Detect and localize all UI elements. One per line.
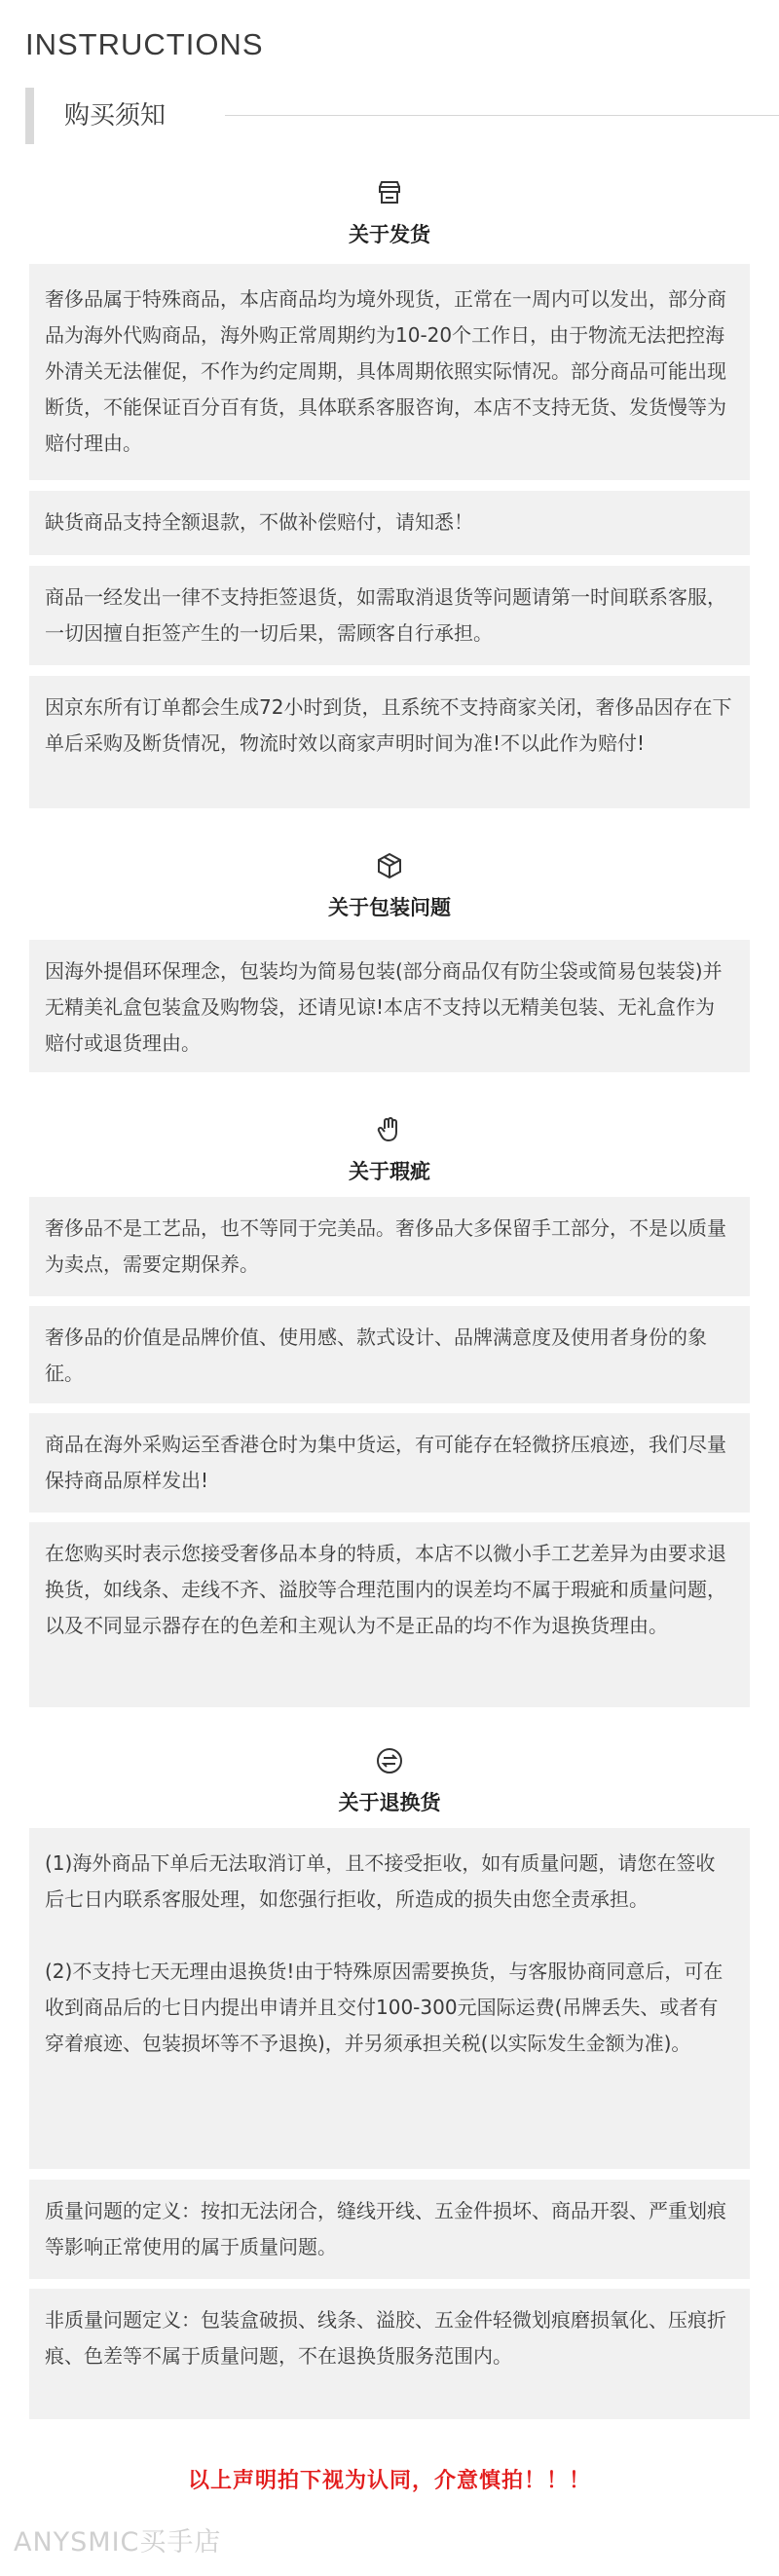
info-card — [29, 264, 750, 480]
header-title: INSTRUCTIONS — [25, 27, 264, 61]
shop-icon — [375, 178, 404, 207]
card-text: 奢侈品属于特殊商品，本店商品均为境外现货，正常在一周内可以发出，部分商品为海外代购商品，海外购正常周期约为10-20个工作日，由于物流无法把控海外清关无法催促，不作为约定周期，具体周期依照实际情况。部分商品可能出现断货，不能保证百分百有货，具体联系客服咨询，本店不支持无货、发货慢等为赔付理由。 — [45, 287, 726, 455]
subheader-accent-bar — [25, 88, 34, 144]
card-text: 商品在海外采购运至香港仓时为集中货运，有可能存在轻微挤压痕迹，我们尽量保持商品原样发出! — [45, 1433, 726, 1492]
subheader-label: 购买须知 — [64, 101, 167, 131]
card-text: 因京东所有订单都会生成72小时到货，且系统不支持商家关闭，奢侈品因存在下单后采购及断货情况，物流时效以商家声明时间为准!不以此作为赔付! — [45, 695, 732, 755]
card-text: 非质量问题定义：包装盒破损、线条、溢胶、五金件轻微划痕磨损氧化、压痕折痕、色差等不属于质量问题，不在退换货服务范围内。 — [45, 2308, 726, 2368]
card-text: 商品一经发出一律不支持拒签退货，如需取消退货等问题请第一时间联系客服，一切因擅自拒签产生的一切后果，需顾客自行承担。 — [45, 585, 726, 645]
info-card — [29, 1197, 750, 1296]
card-text: 缺货商品支持全额退款，不做补偿赔付，请知悉！ — [45, 510, 473, 534]
subheader — [25, 88, 779, 144]
info-card — [29, 1413, 750, 1512]
section-title: 关于发货 — [349, 223, 430, 246]
info-card — [29, 566, 750, 665]
card-text: 质量问题的定义：按扣无法闭合，缝线开线、五金件损坏、商品开裂、严重划痕等影响正常使用的属于质量问题。 — [45, 2199, 726, 2259]
info-card — [29, 491, 750, 555]
card-text: 奢侈品的价值是品牌价值、使用感、款式设计、品牌满意度及使用者身份的象征。 — [45, 1325, 707, 1385]
info-card — [29, 676, 750, 808]
info-card — [29, 2180, 750, 2279]
subheader-divider — [225, 115, 779, 116]
section-returns-header — [0, 1746, 779, 1816]
card-text: (2)不支持七天无理由退换货!由于特殊原因需要换货，与客服协商同意后，可在收到商品后的七日内提出申请并且交付100-300元国际运费(吊牌丢失、或者有穿着痕迹、包装损坏等不予退换)，并另须承担关税(以实际发生金额为准)。 — [45, 1960, 723, 2055]
package-icon — [375, 851, 404, 880]
info-card — [29, 940, 750, 1072]
hand-icon — [375, 1115, 404, 1144]
section-packaging-header — [0, 851, 779, 921]
exchange-icon — [375, 1746, 404, 1775]
card-text: (1)海外商品下单后无法取消订单，且不接受拒收，如有质量问题，请您在签收后七日内联系客服处理，如您强行拒收，所造成的损失由您全责承担。 — [45, 1851, 716, 1911]
info-card — [29, 1306, 750, 1403]
section-title: 关于瑕疵 — [349, 1160, 430, 1183]
store-watermark: ANYSMIC买手店 — [14, 2527, 222, 2557]
card-text: 在您购买时表示您接受奢侈品本身的特质，本店不以微小手工艺差异为由要求退换货，如线条、走线不齐、溢胶等合理范围内的误差均不属于瑕疵和质量问题，以及不同显示器存在的色差和主观认为不是正品的均不作为退换货理由。 — [45, 1542, 726, 1637]
section-flaws-header — [0, 1115, 779, 1185]
section-title: 关于退换货 — [338, 1791, 441, 1814]
card-text: 因海外提倡环保理念，包装均为简易包装(部分商品仅有防尘袋或简易包装袋)并无精美礼盒包装盒及购物袋，还请见谅!本店不支持以无精美包装、无礼盒作为赔付或退货理由。 — [45, 959, 723, 1055]
section-title: 关于包装问题 — [328, 896, 451, 919]
info-card — [29, 2289, 750, 2419]
card-text: 奢侈品不是工艺品，也不等同于完美品。奢侈品大多保留手工部分，不是以质量为卖点，需要定期保养。 — [45, 1216, 726, 1276]
info-card — [29, 1828, 750, 2169]
disclaimer-notice: 以上声明拍下视为认同，介意慎拍！！！ — [187, 2469, 591, 2493]
section-shipping-header — [0, 178, 779, 248]
info-card — [29, 1522, 750, 1707]
